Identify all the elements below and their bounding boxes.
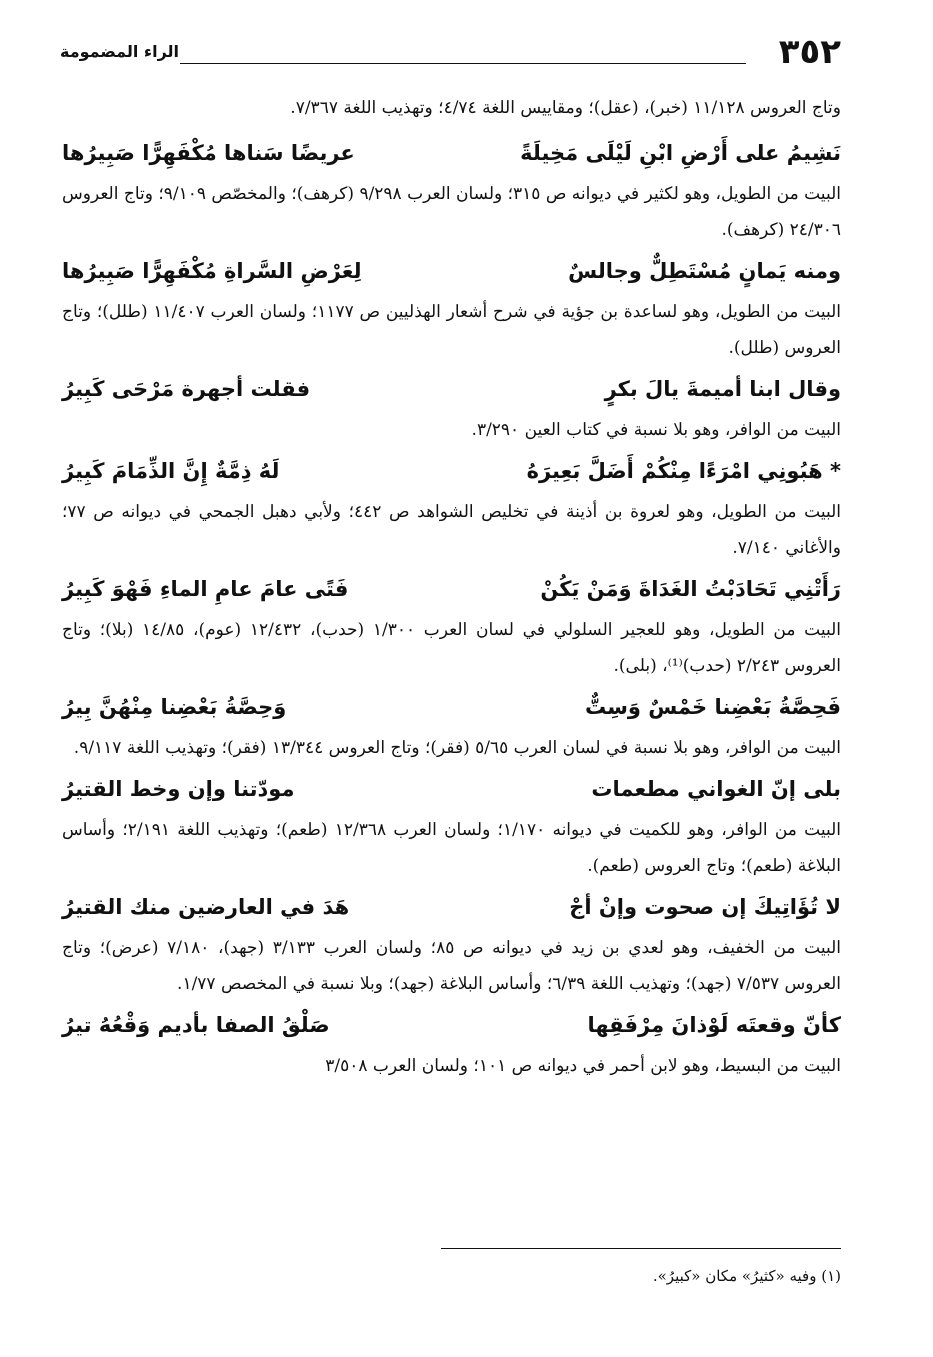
verse-note: البيت من الخفيف، وهو لعدي بن زيد في ديوانه ص ٨٥؛ ولسان العرب ٣/١٣٣ (جهد)، ٧/١٨٠ (عرض)؛ وتاج العروس ٧/٥٣٧ (جهد)؛ وتهذيب اللغة ٦/٣٩؛ وأساس البلاغة (جهد)؛ وبلا نسبة في المخصص ١/٧٧. — [62, 938, 841, 994]
verse-entry — [62, 248, 841, 366]
first-hemistich: * هَبُونِي امْرَءًا مِنْكُمْ أَضَلَّ بَعِيرَهُ — [526, 459, 841, 483]
verse-line — [62, 1002, 841, 1048]
verse-note: البيت من الطويل، وهو لساعدة بن جؤية في شرح أشعار الهذليين ص ١١٧٧؛ ولسان العرب ١١/٤٠٧ (طلل)؛ وتاج العروس (طلل). — [62, 302, 841, 358]
verse-line — [62, 566, 841, 612]
second-hemistich: عريضًا سَناها مُكْفَهِرًّا صَبِيرُها — [62, 141, 355, 165]
verse-entry — [62, 448, 841, 566]
verse-line — [62, 248, 841, 294]
page-header — [60, 32, 841, 72]
verse-line — [62, 684, 841, 730]
verse-line — [62, 366, 841, 412]
verse-entry — [62, 566, 841, 684]
verse-note: البيت من الطويل، وهو للعجير السلولي في لسان العرب ١/٣٠٠ (حدب)، ١٢/٤٣٢ (عوم)، ١٤/٨٥ (بلا)؛ وتاج العروس ٢/٢٤٣ (حدب)⁽¹⁾، (بلى). — [62, 620, 841, 676]
second-hemistich: فقلت أجهرة مَرْحَى كَبِيرُ — [62, 377, 311, 401]
first-hemistich: وقال ابنا أميمةَ يالَ بكرٍ — [604, 377, 841, 401]
verse-line — [62, 766, 841, 812]
verse-entry — [62, 130, 841, 248]
page-number: ٣٥٢ — [778, 32, 841, 72]
verse-note: البيت من الوافر، وهو للكميت في ديوانه ١/١٧٠؛ ولسان العرب ١٢/٣٦٨ (طعم)؛ وتهذيب اللغة ٢/١٩١؛ وأساس البلاغة (طعم)؛ وتاج العروس (طعم). — [62, 820, 841, 876]
verse-entry — [62, 1002, 841, 1084]
second-hemistich: لِعَرْضِ السَّراةِ مُكْفَهِرًّا صَبِيرُها — [62, 259, 362, 283]
verse-line — [62, 130, 841, 176]
second-hemistich: وَحِصَّةُ بَعْضِنا مِنْهُنَّ بِيرُ — [62, 695, 287, 719]
verse-line — [62, 884, 841, 930]
first-hemistich: فَحِصَّةُ بَعْضِنا خَمْسٌ وَسِتٌّ — [585, 695, 841, 719]
verse-note: البيت من البسيط، وهو لابن أحمر في ديوانه ص ١٠١؛ ولسان العرب ٣/٥٠٨ — [325, 1056, 841, 1076]
first-hemistich: بلى إنّ الغواني مطعمات — [591, 777, 841, 801]
verse-entry — [62, 684, 841, 766]
header-rule — [180, 63, 746, 64]
page-body — [62, 90, 841, 1084]
verse-entry — [62, 884, 841, 1002]
first-hemistich: كأنّ وقعتَه لَوْذانَ مِرْفَقِها — [587, 1013, 841, 1037]
verse-entry — [62, 366, 841, 448]
second-hemistich: مودّتنا وإن وخط القتيرُ — [62, 777, 295, 801]
second-hemistich: فَتًى عامَ عامِ الماءِ فَهْوَ كَبِيرُ — [62, 577, 349, 601]
footnote-rule — [441, 1248, 841, 1249]
second-hemistich: لَهُ ذِمَّةٌ إِنَّ الذِّمَامَ كَبِيرُ — [62, 459, 280, 483]
verse-note: البيت من الطويل، وهو لعروة بن أذينة في تخليص الشواهد ص ٤٤٢؛ ولأبي دهبل الجمحي في ديوانه ص ٧٧؛ والأغاني ٧/١٤٠. — [62, 502, 841, 558]
verse-line — [62, 448, 841, 494]
first-hemistich: رَأَتْنِي تَحَادَبْتُ الغَدَاةَ وَمَنْ يَكُنْ — [540, 577, 841, 601]
second-hemistich: صَلْقُ الصفا بأديم وَقْعُهُ تيرُ — [62, 1013, 330, 1037]
first-hemistich: نَشِيمُ على أَرْضِ ابْنِ لَيْلَى مَخِيلَةً — [520, 141, 841, 165]
verse-note: البيت من الطويل، وهو لكثير في ديوانه ص ٣١٥؛ ولسان العرب ٩/٢٩٨ (كرهف)؛ والمخصّص ٩/١٠٩؛ وتاج العروس ٢٤/٣٠٦ (كرهف). — [62, 184, 841, 240]
verse-entry — [62, 766, 841, 884]
verse-note: البيت من الوافر، وهو بلا نسبة في كتاب العين ٣/٢٩٠. — [471, 420, 841, 440]
verse-note: البيت من الوافر، وهو بلا نسبة في لسان العرب ٥/٦٥ (فقر)؛ وتاج العروس ١٣/٣٤٤ (فقر)؛ وتهذيب اللغة ٩/١١٧. — [73, 738, 841, 758]
second-hemistich: هَدَ في العارضين منك القتيرُ — [62, 895, 350, 919]
first-hemistich: ومنه يَمانٍ مُسْتَطِلٌّ وجالسٌ — [568, 259, 841, 283]
running-title: الراء المضمومة — [60, 42, 180, 61]
first-hemistich: لا تُؤَاتِيكَ إن صحوت وإنْ أجْ — [569, 895, 841, 919]
footnote: (١) وفيه «كثيرُ» مكان «كبيرُ». — [652, 1267, 841, 1285]
continued-citation: وتاج العروس ١١/١٢٨ (خبر)، (عقل)؛ ومقاييس اللغة ٤/٧٤؛ وتهذيب اللغة ٧/٣٦٧. — [290, 98, 841, 118]
